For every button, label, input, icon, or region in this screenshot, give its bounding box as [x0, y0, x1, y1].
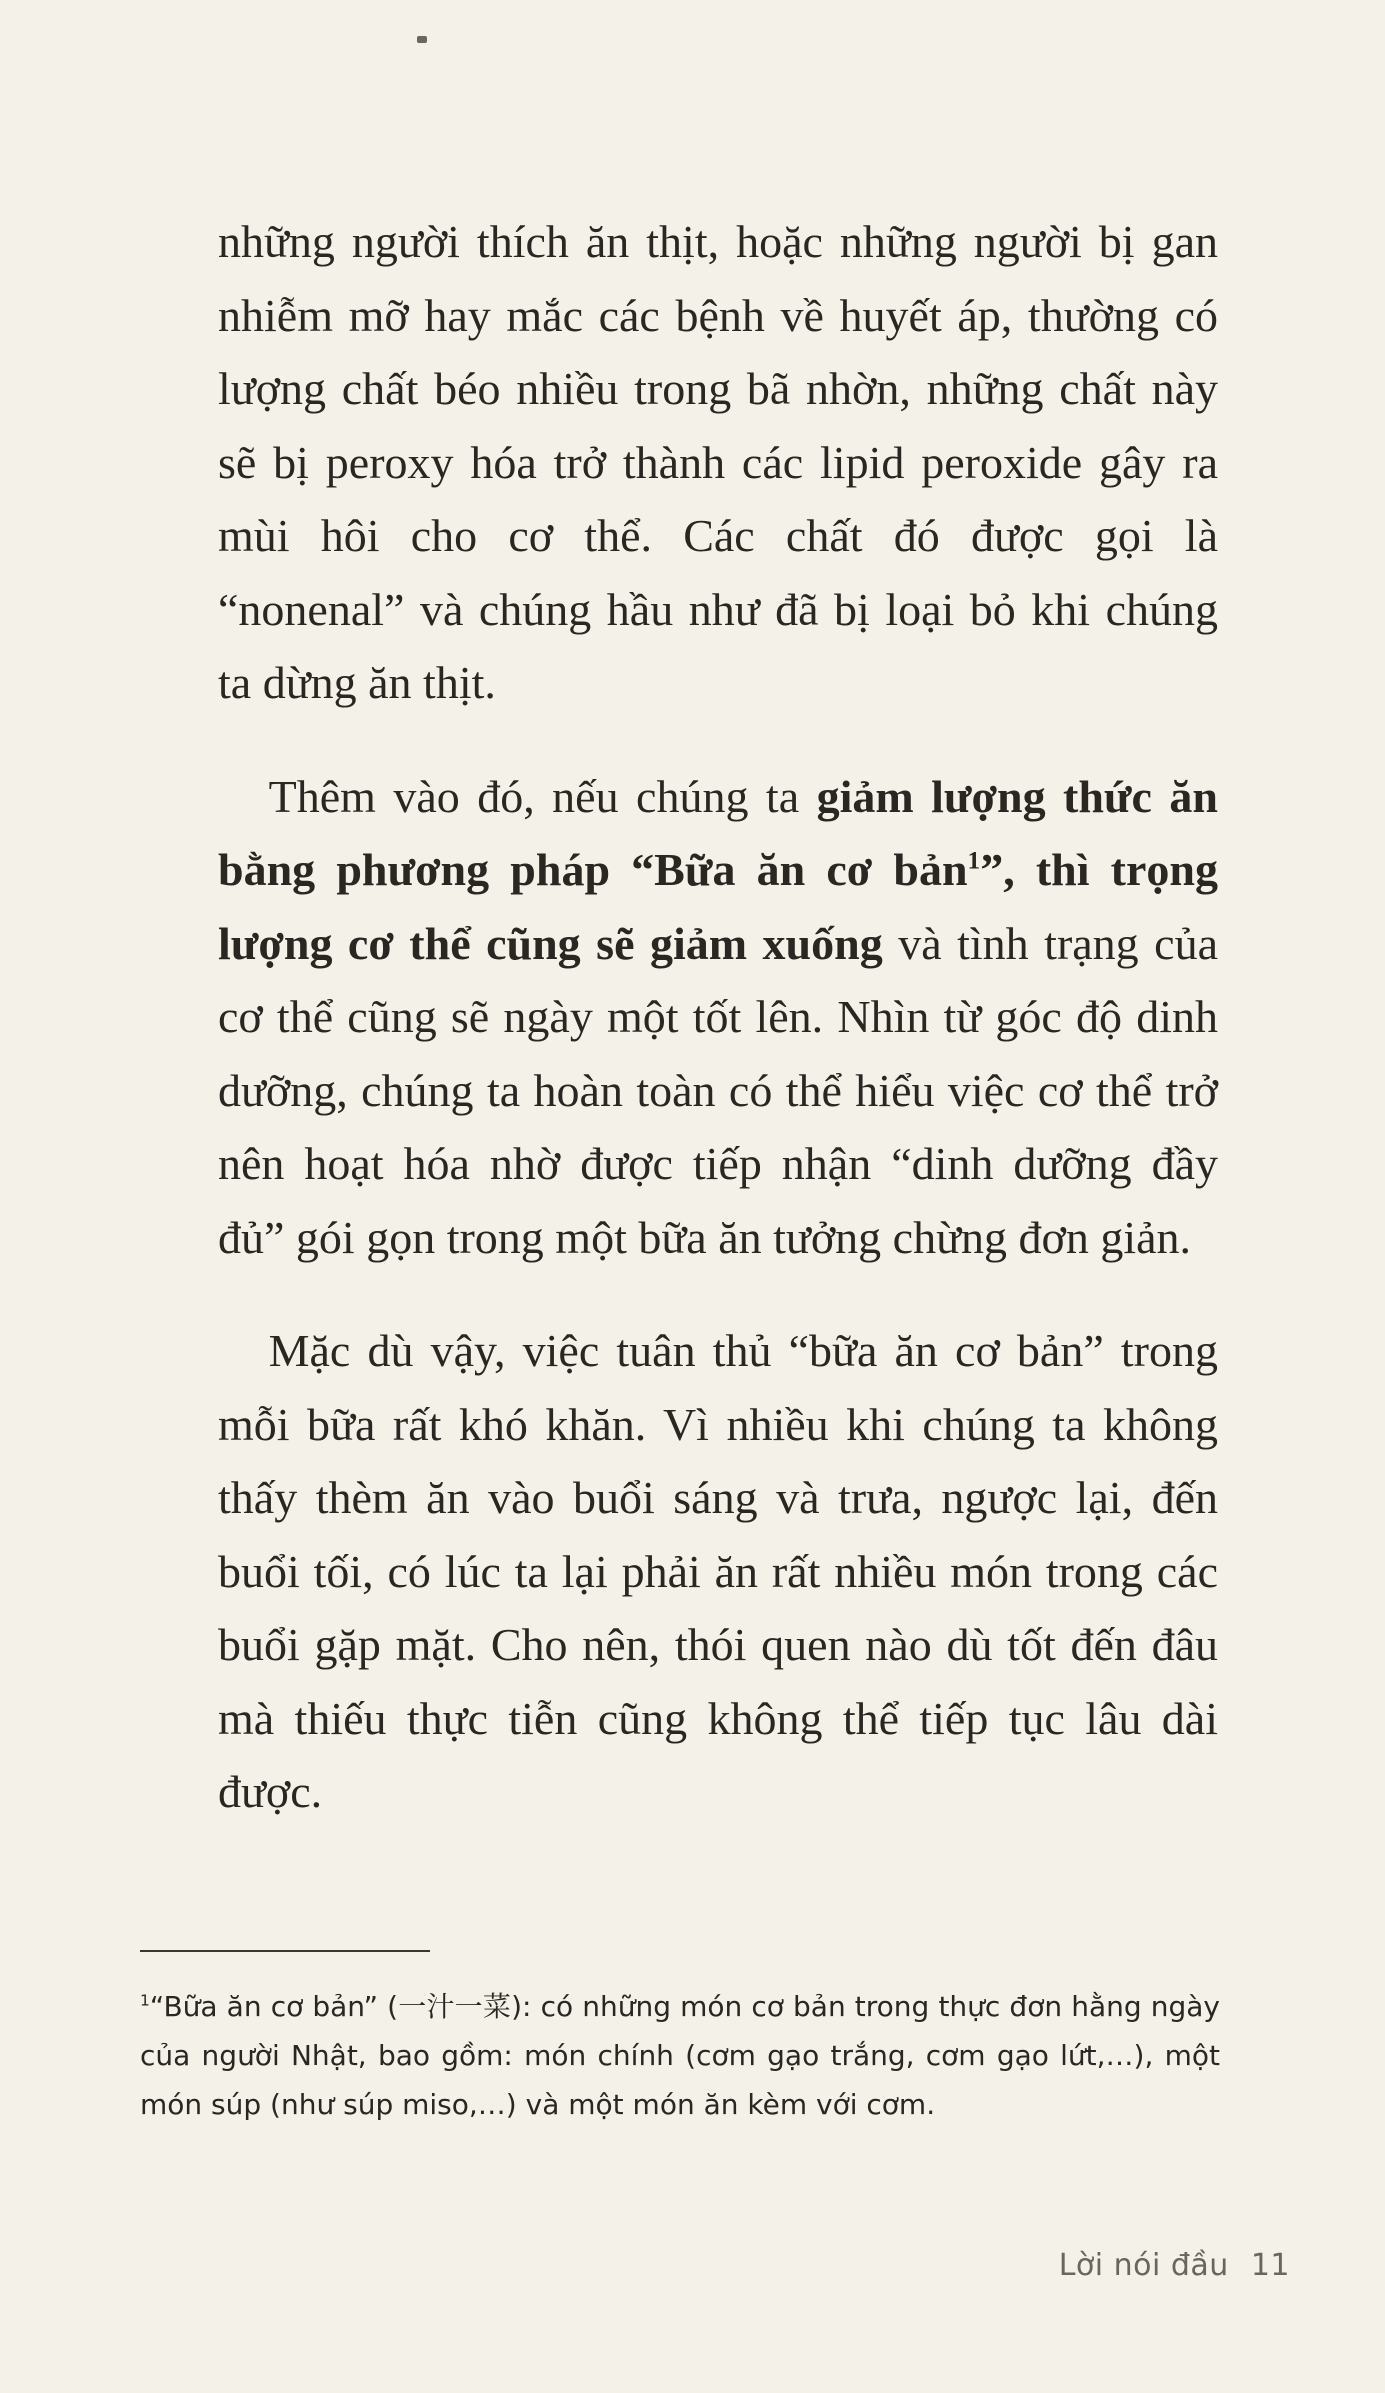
print-mark	[417, 36, 427, 43]
section-title: Lời nói đầu	[1058, 2248, 1229, 2283]
page-footer	[1059, 2248, 1290, 2283]
paragraph-2	[218, 760, 1218, 1275]
footnote-separator	[140, 1950, 430, 1952]
footnote-text: “Bữa ăn cơ bản” (一汁一菜): có những món cơ bản trong thực đơn hằng ngày của người Nhật, bao gồm: món chính (cơm gạo trắng, cơm gạo lứt,…), một món súp (như súp miso,…) và một món ăn kèm với cơm.	[140, 1990, 1220, 2121]
page-number: 11	[1250, 2248, 1290, 2283]
footnote-mark: 1	[140, 1991, 150, 2010]
body-text	[218, 205, 1218, 1829]
paragraph-2-bold-start: giảm lượng thức ăn bằng phương pháp “Bữa ăn cơ bản	[218, 770, 1218, 895]
paragraph-3: Mặc dù vậy, việc tuân thủ “bữa ăn cơ bản” trong mỗi bữa rất khó khăn. Vì nhiều khi chúng ta không thấy thèm ăn vào buổi sáng và trưa, ngược lại, đến buổi tối, có lúc ta lại phải ăn rất nhiều món trong các buổi gặp mặt. Cho nên, thói quen nào dù tốt đến đâu mà thiếu thực tiễn cũng không thể tiếp tục lâu dài được.	[218, 1325, 1218, 1817]
paragraph-2-text-end: và tình trạng của cơ thể cũng sẽ ngày một tốt lên. Nhìn từ góc độ dinh dưỡng, chúng ta hoàn toàn có thể hiểu việc cơ thể trở nên hoạt hóa nhờ được tiếp nhận “dinh dưỡng đầy đủ” gói gọn trong một bữa ăn tưởng chừng đơn giản.	[218, 917, 1219, 1263]
footnote-reference: 1	[967, 846, 981, 875]
footnote	[140, 1982, 1220, 2129]
paragraph-2-bold-end: ”, thì trọng lượng cơ thể cũng sẽ giảm xuống	[218, 844, 1218, 969]
paragraph-2-text-start: Thêm vào đó, nếu chúng ta	[268, 770, 817, 822]
paragraph-1: những người thích ăn thịt, hoặc những người bị gan nhiễm mỡ hay mắc các bệnh về huyết áp, thường có lượng chất béo nhiều trong bã nhờn, những chất này sẽ bị peroxy hóa trở thành các lipid peroxide gây ra mùi hôi cho cơ thể. Các chất đó được gọi là “nonenal” và chúng hầu như đã bị loại bỏ khi chúng ta dừng ăn thịt.	[218, 216, 1218, 708]
